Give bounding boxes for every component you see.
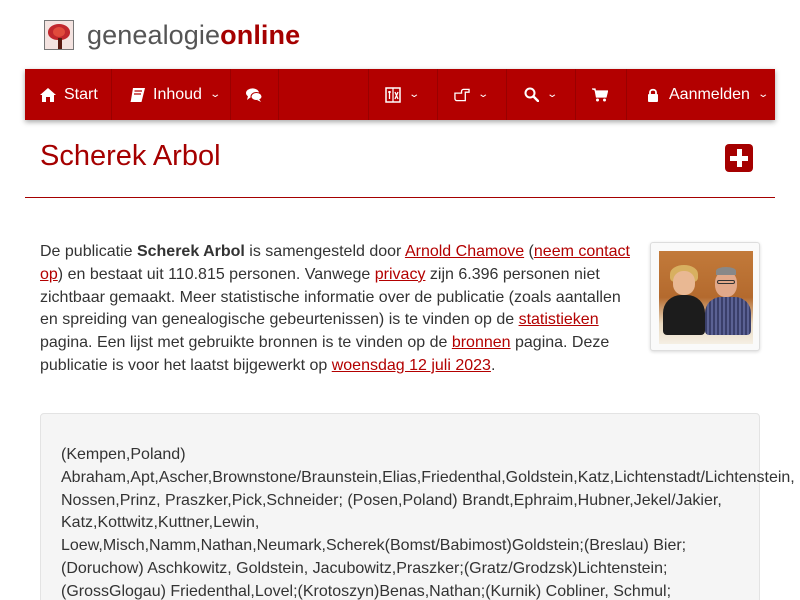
nav-pointer-menu[interactable] bbox=[438, 69, 507, 120]
site-logo[interactable] bbox=[44, 18, 300, 52]
publication-intro bbox=[40, 241, 640, 378]
intro-text: De publicatie bbox=[40, 243, 137, 260]
nav-inhoud-label: Inhoud bbox=[153, 85, 202, 103]
home-icon bbox=[40, 87, 56, 103]
author-photo bbox=[659, 251, 753, 344]
intro-text: . bbox=[490, 356, 496, 374]
nav-forum[interactable] bbox=[231, 69, 279, 120]
site-name-part2: online bbox=[220, 20, 301, 50]
add-button[interactable] bbox=[725, 144, 753, 172]
sources-link[interactable]: bronnen bbox=[451, 334, 511, 352]
description-line: Nossen,Prinz, Praszker,Pick,Schneider; (Posen,Poland) Brandt,Ephraim,Hubner,Jekel/Jakier, bbox=[61, 491, 722, 509]
page-title: Scherek Arbol bbox=[40, 140, 221, 172]
intro-text: ( bbox=[524, 243, 534, 260]
chevron-down-icon: ⌄ bbox=[408, 89, 421, 100]
description-line: Abraham,Apt,Ascher,Brownstone/Braunstein,Elias,Friedenthal,Goldstein,Katz,Lichtenstadt/Lichtenstein, bbox=[61, 468, 795, 486]
intro-text: zijn 6.396 personen niet zichtbaar gemaakt. Meer statistische informatie over de publicatie (zoals aantallen en spreiding van genealogische gebeurtenissen) is te vinden op de bbox=[40, 265, 621, 329]
search-icon bbox=[523, 87, 539, 103]
main-navbar bbox=[25, 69, 775, 120]
nav-inhoud[interactable] bbox=[112, 69, 231, 120]
description-line: (Kempen,Poland) bbox=[61, 446, 186, 463]
last-updated-link[interactable]: woensdag 12 juli 2023 bbox=[331, 356, 491, 374]
nav-start[interactable] bbox=[25, 69, 112, 120]
hand-pointer-icon bbox=[454, 87, 470, 103]
publication-name: Scherek Arbol bbox=[136, 243, 245, 260]
translate-icon bbox=[385, 87, 401, 103]
nav-login-label: Aanmelden bbox=[669, 85, 750, 103]
nav-login[interactable] bbox=[627, 69, 775, 120]
tree-logo-icon bbox=[44, 20, 74, 50]
chevron-down-icon: ⌄ bbox=[477, 89, 490, 100]
intro-text: pagina. Een lijst met gebruikte bronnen is te vinden op de bbox=[40, 334, 452, 352]
book-icon bbox=[129, 87, 145, 103]
nav-search[interactable] bbox=[507, 69, 576, 120]
site-name bbox=[87, 18, 300, 52]
author-photo-thumbnail[interactable] bbox=[650, 242, 760, 351]
description-line: (Doruchow) Aschkowitz, Goldstein, Jacubowitz,Praszker;(Gratz/Grodzsk)Lichtenstein; bbox=[61, 559, 668, 577]
description-line: (GrossGlogau) Friedenthal,Lovel;(Krotoszyn)Benas,Nathan;(Kurnik) Cobliner, Schmul; bbox=[61, 582, 672, 600]
description-text bbox=[61, 444, 800, 600]
nav-start-label: Start bbox=[64, 85, 98, 103]
chevron-down-icon: ⌄ bbox=[546, 89, 559, 100]
site-name-part1: genealogie bbox=[87, 20, 221, 50]
comments-icon bbox=[246, 87, 262, 103]
nav-spacer bbox=[279, 69, 369, 120]
chevron-down-icon: ⌄ bbox=[757, 89, 770, 100]
contact-link[interactable]: neem contact op bbox=[40, 243, 630, 283]
shopping-cart-icon bbox=[592, 87, 608, 103]
chevron-down-icon: ⌄ bbox=[209, 89, 222, 100]
description-line: Loew,Misch,Namm,Nathan,Neumark,Scherek(Bomst/Babimost)Goldstein;(Breslau) Bier; bbox=[61, 537, 687, 555]
nav-language[interactable] bbox=[369, 69, 438, 120]
description-line: Katz,Kottwitz,Kuttner,Lewin, bbox=[61, 514, 260, 532]
intro-text: ) en bestaat uit 110.815 personen. Vanwege bbox=[57, 265, 375, 283]
title-divider bbox=[25, 197, 775, 198]
intro-text: is samengesteld door bbox=[244, 243, 405, 260]
lock-icon bbox=[645, 87, 661, 103]
publication-description bbox=[40, 413, 795, 600]
nav-cart[interactable] bbox=[576, 69, 627, 120]
author-link[interactable]: Arnold Chamove bbox=[404, 243, 525, 260]
privacy-link[interactable]: privacy bbox=[374, 265, 426, 283]
intro-text: pagina. Deze publicatie is voor het laatst bijgewerkt op bbox=[40, 334, 610, 374]
statistics-link[interactable]: statistieken bbox=[518, 311, 599, 329]
